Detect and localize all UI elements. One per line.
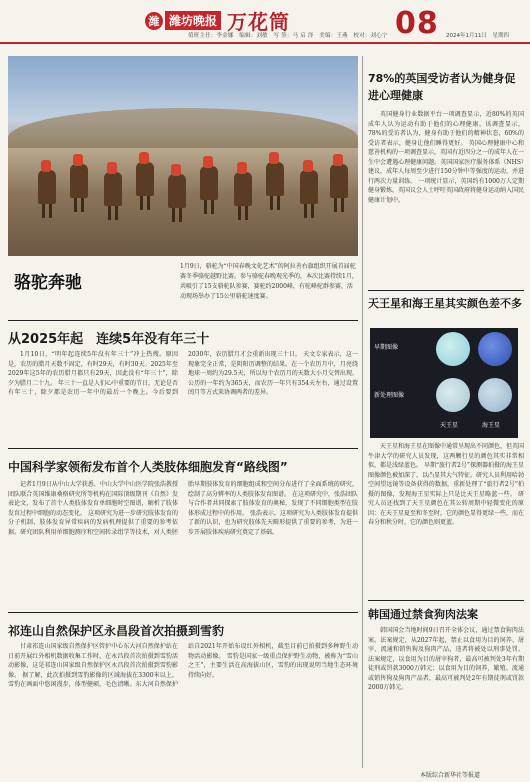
camel-figure (330, 164, 348, 198)
camel-figure (168, 174, 186, 208)
article-2025-body: 1月10日，“明年起连续5年没有年三十”冲上热搜。原因是，农历的腊月天数不固定，有时29天，有时30天。2025年至2029年这5年的农历腊月都只有29天，因此没有“年三十”，除夕为腊月二十九。 年三十一直是人们心中重要的节日，无论是否有年三十，除夕都是农历一年中的最后一个晚上。今后要到2030年，农历腊月才会重新出现三十日。 天文专家表示，这一现象完全正常，是阴阳历调整的结果。在一个农历月中，月亮绕地球一周约为29.5天，所以每个农历月的天数大小月交替出现。公历的一年约为365天，而农历一年只有354天左右，通过设置闰月等方式来协调两者的差异。 (8, 351, 358, 396)
headline-uk-fitness: 78%的英国受访者认为健身促进心理健康 (368, 72, 516, 102)
planet-comparison-figure (370, 328, 518, 438)
label-early-image: 早期图像 (374, 344, 399, 351)
masthead (0, 0, 530, 44)
camel-race-photo (8, 56, 358, 256)
article-cell-body: 记者1月9日从中山大学获悉，中山大学中山医学院张浩教授团队联合英国维康桑格研究所等机构在国际顶级期刊《自然》发表论文，发布了首个人类肢体发育单细胞时空图谱，解析了肢体发育过程中细胞的动态变化。 这项研究为进一步研究肢体发育的分子机制、肢体发育异常疾病的发病机理提供了重要的参考依据。研究团队利用单细胞测序和空间转录组学等技术，对人类胚胎早期肢体发育的细胞组成和空间分布进行了全面系统的研究，绘制了高分辨率的人类肢体发育图谱。 在这项研究中，张浩团队与合作者共同探索了肢体发育的奥秘，发现了不同细胞类型在肢体形成过程中的作用。 张浩表示，这项研究为人类肢体发育提供了新的认识，也为研究肢体先天畸形提供了重要的参考，为进一步开展肢体疾病研究奠定了基础。 (8, 481, 358, 536)
neptune-new-planet (478, 378, 512, 412)
column-divider (362, 56, 363, 768)
divider (368, 600, 524, 601)
issue-date: 2024年1月11日 星期四 (446, 33, 509, 39)
article-planets-body: 天王星和海王星在图像中通常呈现出不同颜色，但英国牛津大学的研究人员发现，这两颗行星的颜色其实非常相似，都是浅绿蓝色。 早期“旅行者2号”探测器拍摄的海王星图像颜色被加深了，以凸显其大气特征。研究人员利用哈勃空间望远镜等设备获得的数据，重新处理了“旅行者2号”拍摄的图像，发现海王星实际上只是比天王星略蓝一些。 研究人员还找到了天王星颜色在其公转周期中轻微变化的原因：在天王星夏至和冬至时，它的颜色显得更绿一些，而在春分和秋分时，它的颜色则更蓝。 (368, 443, 524, 526)
divider (8, 612, 358, 613)
camel-figure (200, 166, 218, 200)
section-title: 万花筒 (227, 10, 291, 34)
headline-2025: 从2025年起 连续5年没有年三十 (8, 332, 210, 347)
staff-credits: 值班主任：李金娜 编辑：刘敏 写 签：马 启 泽 美编：王燕 校对：刘心宁 (188, 33, 388, 39)
divider (368, 290, 524, 291)
logo-emblem-icon: 潍 (145, 12, 163, 30)
photo-title: 骆驼奔驰 (14, 273, 82, 293)
neptune-early-planet (478, 332, 512, 366)
source-credit: 本版综合新华社等报道 (420, 772, 481, 779)
camel-figure (234, 172, 252, 206)
headline-cell: 中国科学家领衔发布首个人类肢体细胞发育“路线图” (8, 460, 288, 474)
article-korea-body: 韩国国会当地时间9日召开全体会议，通过禁食狗肉法案。法案规定，从2027年起，禁止以食用为目的饲养、屠宰、流通和销售狗及狗肉产品，违者将被处以刑事处罚。 法案规定，以食用为目的屠宰狗者，最高可被判处3年有期徒刑或罚款3000万韩元；以食用为目的饲养、繁殖、流通或销售狗及狗肉产品者，最高可被判处2年有期徒刑或罚款2000万韩元。 (368, 627, 524, 691)
divider (8, 320, 358, 321)
camel-figure (38, 170, 56, 204)
camel-figure (300, 170, 318, 204)
uranus-early-planet (436, 332, 470, 366)
label-new-image: 新处理图像 (374, 392, 405, 399)
photo-caption: 1月9日，骆驼为“中国春晚文化艺术”的阿拉善右旗组织开展首届驼赛冬季骆驼越野比赛。参与骆驼春晚观光季的，本次比赛持续1月，共吸引了15支骆驼队参赛，赛驼约2000峰，有驼峰驼群参赛，活动现场举办了15公里骆驼速度赛。 (180, 263, 358, 300)
article-uk-body: 英国健身行业数据平台一项调查显示，近80%的英国成年人认为运动有助于他们的心理健康。该调查显示，78%的受访者认为，健身有助于他们的精神状态，60%的受访者表示，健身让他们睡得更好。 英国心理健康中心和慈善机构的一项调查显示，英国有近四分之一的成年人在一生中会遭遇心理健康问题。英国国家医疗服务体系（NHS）建议，成年人每周至少进行150分钟中等强度的运动，并进行两次力量训练。 一项统计显示，英国约有1000万人定期健身锻炼。英国议会人士呼吁英国政府将健身运动纳入国民健康计划中。 (368, 111, 524, 204)
divider (8, 448, 358, 449)
camel-figure (70, 164, 88, 198)
page-number: 08 (395, 6, 439, 41)
headline-planets: 天王星和海王星其实颜色差不多 (368, 297, 522, 310)
camel-figure (266, 162, 284, 196)
label-neptune: 海王星 (482, 422, 501, 429)
headline-leopard: 祁连山自然保护区永昌段首次拍摄到雪豹 (8, 624, 225, 638)
camel-figure (136, 162, 154, 196)
uranus-new-planet (436, 378, 470, 412)
label-uranus: 天王星 (440, 422, 459, 429)
photo-hills (8, 108, 358, 148)
paper-name: 潍坊晚报 (165, 11, 221, 30)
article-leopard-body: 甘肃祁连山国家级自然保护区管护中心东大河自然保护站在日前开展红外相机数据收集工作时，在永昌段首次拍摄到雪豹活动影像，这是祁连山国家级自然保护区永昌段首次拍摄到雪豹影像。 据了解，此次拍摄到雪豹影像的区域海拔在3300米以上，雪豹在画面中悠闲漫步，体型健硕，毛色清晰。东大河自然保护站自2021年开始布设红外相机，截至目前已拍摄到多种野生动物活动影像。 雪豹是国家一级重点保护野生动物，被称为“雪山之王”，主要生活在高海拔山区，雪豹的出现说明当地生态环境持续向好。 (8, 643, 358, 688)
headline-korea: 韩国通过禁食狗肉法案 (368, 608, 478, 621)
camel-figure (104, 172, 122, 206)
